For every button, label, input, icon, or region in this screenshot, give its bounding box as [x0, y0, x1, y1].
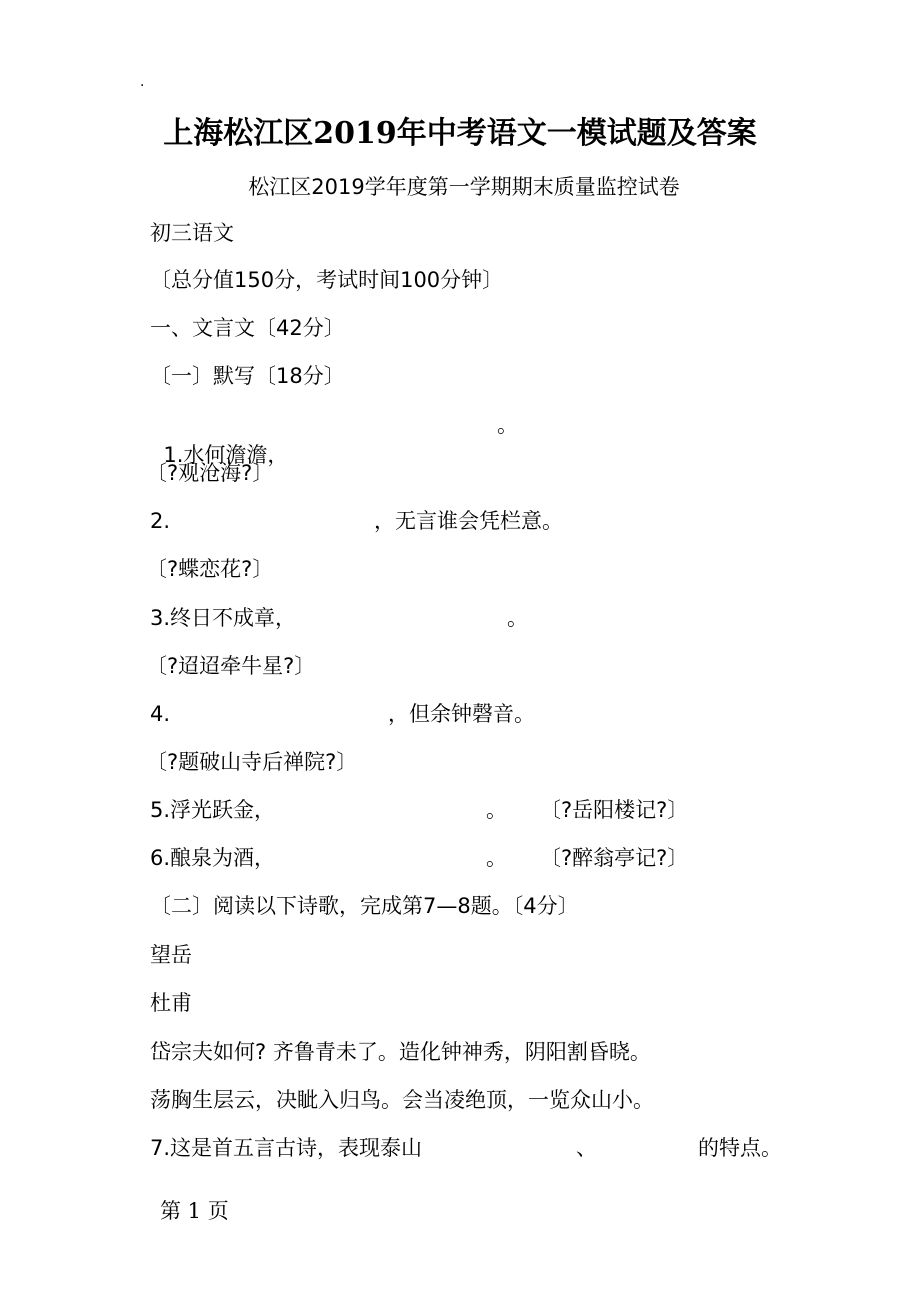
question-4-end: ，但余钟磬音。 [388, 702, 535, 726]
question-5-source: 〔?岳阳楼记?〕 [540, 798, 689, 822]
question-1-source: 〔?观沧海?〕 [146, 461, 274, 485]
document-subtitle: 松江区2019学年度第一学期期末质量监控试卷 [248, 175, 680, 199]
question-4-source: 〔?题破山寺后禅院?〕 [146, 750, 358, 774]
part-heading-dictation: 〔一〕默写〔18分〕 [150, 364, 345, 388]
poem-line-1: 岱宗夫如何? 齐鲁青未了。造化钟神秀，阴阳割昏晓。 [150, 1040, 651, 1064]
question-7-end: 的特点。 [698, 1136, 782, 1160]
question-2-source: 〔?蝶恋花?〕 [146, 557, 274, 581]
question-3-source: 〔?迢迢牵牛星?〕 [146, 654, 316, 678]
question-7-prefix: 7.这是首五言古诗，表现泰山 [150, 1136, 423, 1160]
question-6-source: 〔?醉翁亭记?〕 [540, 846, 689, 870]
question-6-prefix: 6.酿泉为酒， [150, 846, 276, 870]
exam-total-info: 〔总分值150分，考试时间100分钟〕 [150, 268, 504, 292]
question-5-prefix: 5.浮光跃金， [150, 798, 276, 822]
question-6-end: 。 [486, 846, 507, 870]
poem-line-2: 荡胸生层云，决眦入归鸟。会当凌绝顶，一览众山小。 [150, 1088, 654, 1112]
question-3-prefix: 3.终日不成章， [150, 606, 297, 630]
question-2-prefix: 2. [150, 509, 171, 533]
question-1-prefix: 1.水何澹澹， [163, 443, 289, 467]
question-4-prefix: 4. [150, 702, 171, 726]
page-marker: · [140, 78, 145, 94]
question-2-end: ，无言谁会凭栏意。 [374, 509, 563, 533]
question-5-end: 。 [486, 798, 507, 822]
question-7-mid: 、 [576, 1136, 597, 1160]
page-footer: 第 1 页 [160, 1199, 229, 1223]
document-title: 上海松江区2019年中考语文一模试题及答案 [163, 116, 757, 151]
part-heading-poetry: 〔二〕阅读以下诗歌，完成第7—8题。〔4分〕 [150, 894, 579, 918]
poem-author: 杜甫 [150, 991, 192, 1015]
question-3-end: 。 [507, 606, 528, 630]
grade-label: 初三语文 [150, 221, 234, 245]
question-1-end: 。 [497, 413, 518, 437]
section-heading-classical: 一、文言文〔42分〕 [150, 316, 345, 340]
poem-title: 望岳 [150, 943, 192, 967]
